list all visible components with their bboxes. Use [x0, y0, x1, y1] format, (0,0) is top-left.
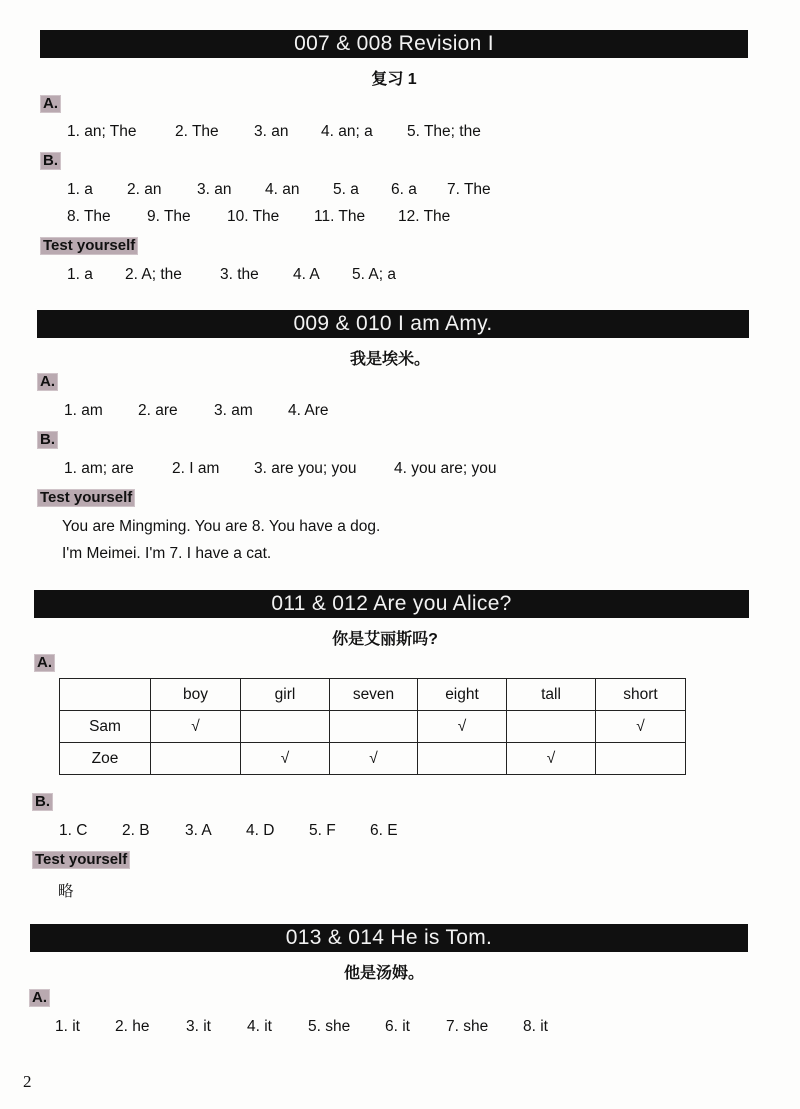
- answer-item: 2. I am: [172, 460, 220, 477]
- section-title: 009 & 010 I am Amy.: [293, 312, 493, 335]
- answer-table: [59, 678, 686, 775]
- table-cell: √: [418, 711, 507, 743]
- table-row: [60, 711, 686, 743]
- table-cell: √: [330, 743, 418, 775]
- answer-line: [67, 123, 481, 141]
- answer-item: 2. A; the: [125, 266, 182, 283]
- table-cell: [330, 711, 418, 743]
- part-label: B.: [32, 793, 53, 811]
- answer-item: 2. he: [115, 1018, 150, 1035]
- answer-item: 5. F: [309, 822, 336, 839]
- answer-item: 12. The: [398, 208, 451, 225]
- answer-item: 10. The: [227, 208, 280, 225]
- answer-line: [67, 181, 491, 199]
- part-label: Test yourself: [40, 237, 138, 255]
- answer-item: 1. am: [64, 402, 103, 419]
- table-cell: [418, 743, 507, 775]
- table-cell: √: [151, 711, 241, 743]
- answer-item: 4. A: [293, 266, 320, 283]
- part-label: A.: [40, 95, 61, 113]
- answer-line: 略: [58, 883, 74, 900]
- table-cell: √: [507, 743, 596, 775]
- answer-item: 8. The: [67, 208, 111, 225]
- part-label: A.: [29, 989, 50, 1007]
- table-header-row: [60, 679, 686, 711]
- answer-item: 1. C: [59, 822, 88, 839]
- section-title-bar: [37, 310, 749, 338]
- table-cell: Sam: [60, 711, 151, 743]
- answer-line: [59, 822, 398, 840]
- answer-item: 5. The; the: [407, 123, 481, 140]
- section-title-bar: [34, 590, 749, 618]
- section-title: 011 & 012 Are you Alice?: [271, 592, 512, 615]
- section-title-bar: [40, 30, 748, 58]
- answer-line: [67, 208, 450, 226]
- part-label: Test yourself: [32, 851, 130, 869]
- table-cell: girl: [241, 679, 330, 711]
- section-subtitle: 我是埃米。: [349, 351, 430, 368]
- answer-line: You are Mingming. You are 8. You have a dog.: [62, 518, 381, 535]
- answer-item: 1. am; are: [64, 460, 134, 477]
- answer-item: 2. The: [175, 123, 219, 140]
- section-title: 007 & 008 Revision I: [294, 32, 494, 55]
- section-subtitle: 他是汤姆。: [343, 965, 424, 982]
- answer-item: 1. an; The: [67, 123, 137, 140]
- answer-item: 1. a: [67, 181, 93, 198]
- answer-item: 5. A; a: [352, 266, 396, 283]
- answer-item: 8. it: [523, 1018, 548, 1035]
- answer-line: [64, 402, 329, 420]
- answer-item: 7. The: [447, 181, 491, 198]
- table-row: [60, 743, 686, 775]
- part-label: A.: [37, 373, 58, 391]
- answer-item: 4. it: [247, 1018, 272, 1035]
- table-cell: short: [596, 679, 686, 711]
- page-number: 2: [23, 1072, 32, 1091]
- answer-item: 6. a: [391, 181, 417, 198]
- part-label: B.: [37, 431, 58, 449]
- answer-item: 3. are you; you: [254, 460, 357, 477]
- answer-item: 7. she: [446, 1018, 489, 1035]
- part-label: Test yourself: [37, 489, 135, 507]
- answer-item: 3. an: [197, 181, 232, 198]
- answer-item: 3. A: [185, 822, 212, 839]
- section-subtitle: 复习 1: [371, 71, 417, 88]
- answer-item: 2. are: [138, 402, 178, 419]
- answer-item: 3. an: [254, 123, 289, 140]
- table-cell: tall: [507, 679, 596, 711]
- answer-item: 2. an: [127, 181, 162, 198]
- section-title: 013 & 014 He is Tom.: [285, 926, 493, 949]
- answer-line: [55, 1018, 548, 1036]
- part-label: A.: [34, 654, 55, 672]
- table-cell: eight: [418, 679, 507, 711]
- answer-item: 1. a: [67, 266, 93, 283]
- part-label: B.: [40, 152, 61, 170]
- answer-line: I'm Meimei. I'm 7. I have a cat.: [62, 545, 272, 562]
- table-cell: boy: [151, 679, 241, 711]
- table-cell: √: [596, 711, 686, 743]
- section-title-bar: [30, 924, 748, 952]
- answer-item: 6. E: [370, 822, 398, 839]
- answer-line: [67, 266, 396, 284]
- answer-item: 3. it: [186, 1018, 211, 1035]
- section-subtitle: 你是艾丽斯吗?: [332, 631, 438, 648]
- answer-item: 5. she: [308, 1018, 351, 1035]
- answer-item: 4. D: [246, 822, 275, 839]
- answer-item: 4. Are: [288, 402, 329, 419]
- answer-item: 3. am: [214, 402, 253, 419]
- answer-item: 4. you are; you: [394, 460, 497, 477]
- answer-item: 2. B: [122, 822, 150, 839]
- answer-line: [64, 460, 497, 478]
- answer-item: 6. it: [385, 1018, 410, 1035]
- table-cell: [241, 711, 330, 743]
- answer-item: 1. it: [55, 1018, 80, 1035]
- answer-item: 9. The: [147, 208, 191, 225]
- answer-item: 4. an: [265, 181, 300, 198]
- table-cell: Zoe: [60, 743, 151, 775]
- answer-item: 4. an; a: [321, 123, 373, 140]
- table-cell: [151, 743, 241, 775]
- table-cell: √: [241, 743, 330, 775]
- table-cell: [596, 743, 686, 775]
- answer-item: 5. a: [333, 181, 359, 198]
- table-cell: seven: [330, 679, 418, 711]
- answer-item: 3. the: [220, 266, 259, 283]
- answer-item: 11. The: [314, 208, 366, 225]
- table-cell: [60, 679, 151, 711]
- table-cell: [507, 711, 596, 743]
